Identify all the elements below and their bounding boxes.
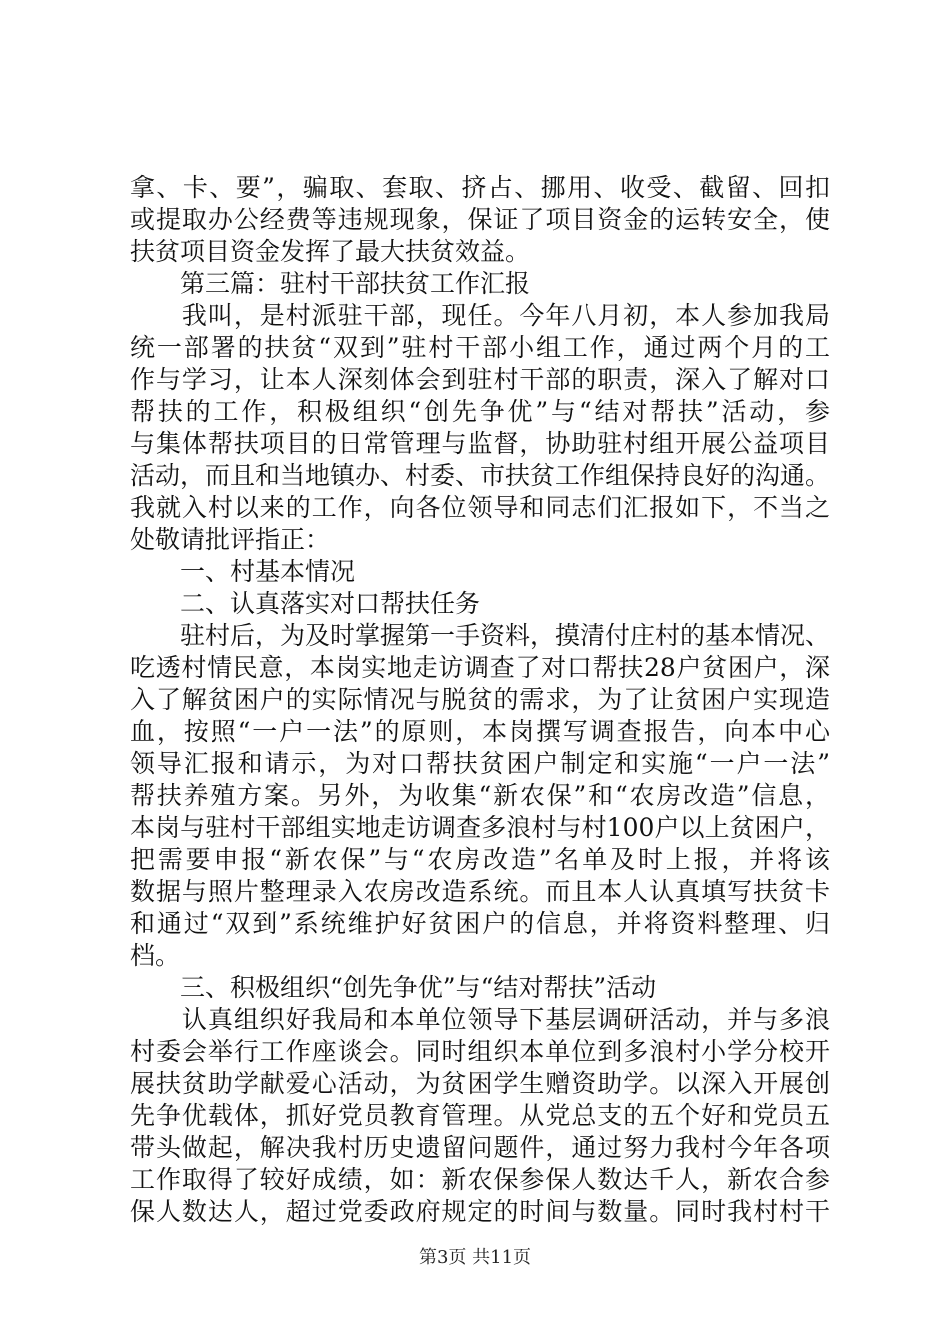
text-line: 我叫，是村派驻干部，现任。今年八月初，本人参加我局 xyxy=(130,301,830,330)
text-line: 入了解贫困户的实际情况与脱贫的需求，为了让贫困户实现造 xyxy=(130,685,830,714)
text-line: 保人数达人，超过党委政府规定的时间与数量。同时我村村干 xyxy=(130,1197,830,1226)
text-line: 我就入村以来的工作，向各位领导和同志们汇报如下，不当之 xyxy=(130,493,830,522)
text-line: 帮扶养殖方案。另外，为收集“新农保”和“农房改造”信息， xyxy=(130,781,830,810)
text-line: 三、积极组织“创先争优”与“结对帮扶”活动 xyxy=(130,973,657,1002)
text-line: 作与学习，让本人深刻体会到驻村干部的职责，深入了解对口 xyxy=(130,365,830,394)
text-line: 和通过“双到”系统维护好贫困户的信息，并将资料整理、归 xyxy=(130,909,830,938)
text-line: 二、认真落实对口帮扶任务 xyxy=(130,589,481,618)
text-line: 本岗与驻村干部组实地走访调查多浪村与村100户以上贫困户， xyxy=(130,813,830,842)
text-line: 带头做起，解决我村历史遗留问题件，通过努力我村今年各项 xyxy=(130,1133,830,1162)
text-line: 第三篇：驻村干部扶贫工作汇报 xyxy=(130,269,531,298)
text-line: 工作取得了较好成绩，如：新农保参保人数达千人，新农合参 xyxy=(130,1165,830,1194)
text-line: 血，按照“一户一法”的原则，本岗撰写调查报告，向本中心 xyxy=(130,717,830,746)
text-line: 领导汇报和请示，为对口帮扶贫困户制定和实施“一户一法” xyxy=(130,749,830,778)
text-line: 先争优载体，抓好党员教育管理。从党总支的五个好和党员五 xyxy=(130,1101,830,1130)
text-line: 帮扶的工作，积极组织“创先争优”与“结对帮扶”活动，参 xyxy=(130,397,830,426)
text-line: 统一部署的扶贫“双到”驻村干部小组工作，通过两个月的工 xyxy=(130,333,830,362)
text-line: 村委会举行工作座谈会。同时组织本单位到多浪村小学分校开 xyxy=(130,1037,830,1066)
document-body xyxy=(130,172,830,1228)
text-line: 吃透村情民意，本岗实地走访调查了对口帮扶28户贫困户，深 xyxy=(130,653,830,682)
text-line: 档。 xyxy=(130,941,181,970)
text-line: 与集体帮扶项目的日常管理与监督，协助驻村组开展公益项目 xyxy=(130,429,830,458)
text-line: 一、村基本情况 xyxy=(130,557,356,586)
page-footer: 第3页 共11页 xyxy=(418,1247,532,1268)
text-line: 拿、卡、要”，骗取、套取、挤占、挪用、收受、截留、回扣 xyxy=(130,173,830,202)
text-line: 扶贫项目资金发挥了最大扶贫效益。 xyxy=(130,237,531,266)
text-line: 把需要申报“新农保”与“农房改造”名单及时上报，并将该 xyxy=(130,845,830,874)
text-line: 认真组织好我局和本单位领导下基层调研活动，并与多浪 xyxy=(130,1005,830,1034)
text-line: 活动，而且和当地镇办、村委、市扶贫工作组保持良好的沟通。 xyxy=(130,461,831,490)
text-line: 数据与照片整理录入农房改造系统。而且本人认真填写扶贫卡 xyxy=(130,877,830,906)
text-line: 驻村后，为及时掌握第一手资料，摸清付庄村的基本情况、 xyxy=(130,621,831,650)
text-line: 或提取办公经费等违规现象，保证了项目资金的运转安全，使 xyxy=(130,205,830,234)
text-line: 处敬请批评指正： xyxy=(130,525,331,554)
text-line: 展扶贫助学献爱心活动，为贫困学生赠资助学。以深入开展创 xyxy=(130,1069,830,1098)
